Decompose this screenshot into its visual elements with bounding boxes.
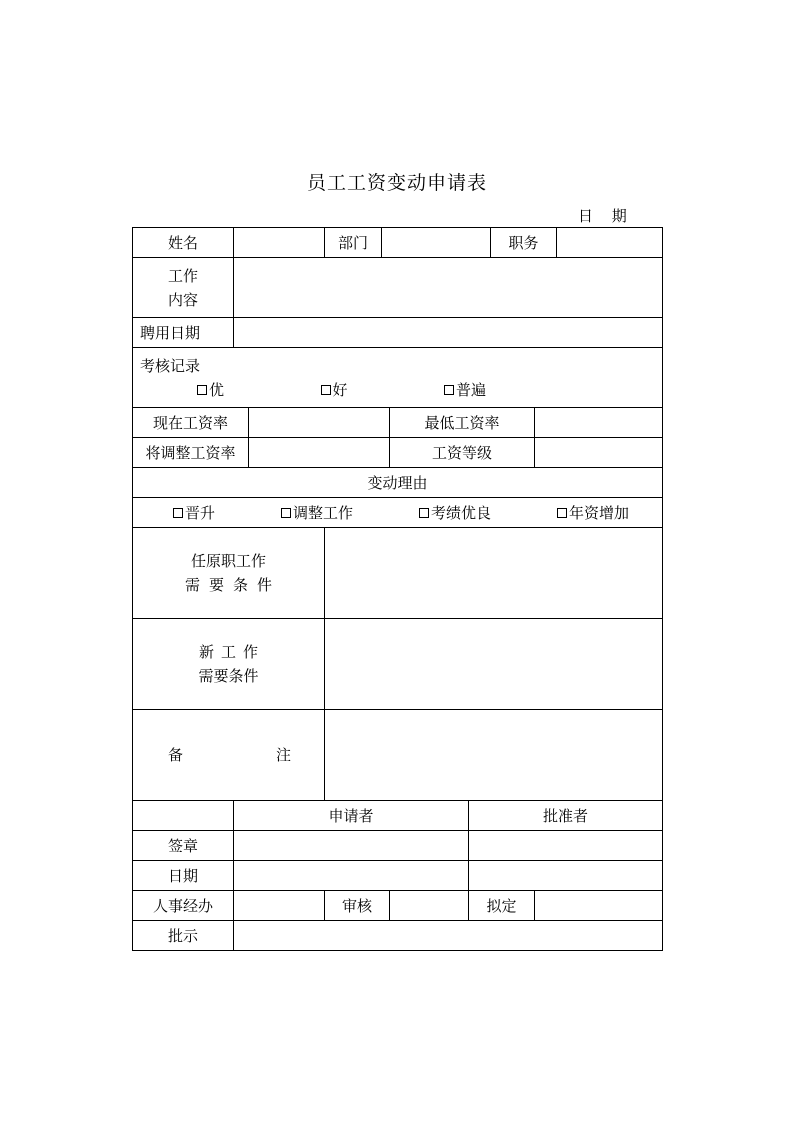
date-label: 日 期 bbox=[578, 207, 627, 225]
reason-option-seniority[interactable]: 年资增加 bbox=[557, 501, 629, 525]
work-content-field[interactable] bbox=[234, 258, 663, 318]
change-reason-options bbox=[133, 498, 663, 528]
audit-label: 审核 bbox=[325, 891, 390, 921]
original-job-requirements-label: 任原职工作 需要条件 bbox=[133, 528, 325, 619]
approver-label: 批准者 bbox=[469, 801, 663, 831]
checkbox-icon[interactable] bbox=[444, 385, 454, 395]
instruction-label: 批示 bbox=[133, 921, 234, 951]
approval-date-label: 日期 bbox=[133, 861, 234, 891]
current-rate-field[interactable] bbox=[249, 408, 390, 438]
checkbox-icon[interactable] bbox=[197, 385, 207, 395]
review-record-cell bbox=[133, 348, 663, 408]
signature-label: 签章 bbox=[133, 831, 234, 861]
review-option-excellent[interactable]: 优 bbox=[197, 378, 224, 402]
checkbox-icon[interactable] bbox=[321, 385, 331, 395]
hr-handler-label: 人事经办 bbox=[133, 891, 234, 921]
new-job-requirements-field[interactable] bbox=[325, 619, 663, 710]
checkbox-icon[interactable] bbox=[419, 508, 429, 518]
dept-label: 部门 bbox=[325, 228, 382, 258]
current-rate-label: 现在工资率 bbox=[133, 408, 249, 438]
applicant-signature-field[interactable] bbox=[234, 831, 469, 861]
form-title: 员工工资变动申请表 bbox=[306, 172, 487, 194]
approver-signature-field[interactable] bbox=[469, 831, 663, 861]
adjusted-rate-field[interactable] bbox=[249, 438, 390, 468]
salary-change-form bbox=[132, 227, 663, 951]
audit-field[interactable] bbox=[390, 891, 469, 921]
draft-label: 拟定 bbox=[469, 891, 535, 921]
min-rate-label: 最低工资率 bbox=[390, 408, 535, 438]
applicant-label: 申请者 bbox=[234, 801, 469, 831]
review-option-good[interactable]: 好 bbox=[321, 378, 348, 402]
min-rate-field[interactable] bbox=[535, 408, 663, 438]
applicant-date-field[interactable] bbox=[234, 861, 469, 891]
checkbox-icon[interactable] bbox=[173, 508, 183, 518]
approver-date-field[interactable] bbox=[469, 861, 663, 891]
work-content-label: 工作 内容 bbox=[133, 258, 234, 318]
salary-grade-label: 工资等级 bbox=[390, 438, 535, 468]
reason-option-performance[interactable]: 考绩优良 bbox=[419, 501, 491, 525]
approval-corner-cell bbox=[133, 801, 234, 831]
hire-date-field[interactable] bbox=[234, 318, 663, 348]
reason-option-reassignment[interactable]: 调整工作 bbox=[281, 501, 353, 525]
name-field[interactable] bbox=[234, 228, 325, 258]
original-job-requirements-field[interactable] bbox=[325, 528, 663, 619]
checkbox-icon[interactable] bbox=[557, 508, 567, 518]
checkbox-icon[interactable] bbox=[281, 508, 291, 518]
adjusted-rate-label: 将调整工资率 bbox=[133, 438, 249, 468]
hire-date-label: 聘用日期 bbox=[133, 318, 234, 348]
remark-label: 备 注 bbox=[133, 710, 325, 801]
review-record-label: 考核记录 bbox=[140, 356, 201, 375]
new-job-requirements-label: 新工作 需要条件 bbox=[133, 619, 325, 710]
dept-field[interactable] bbox=[382, 228, 491, 258]
change-reason-label: 变动理由 bbox=[133, 468, 663, 498]
draft-field[interactable] bbox=[535, 891, 663, 921]
salary-grade-field[interactable] bbox=[535, 438, 663, 468]
reason-option-promotion[interactable]: 晋升 bbox=[173, 501, 215, 525]
position-label: 职务 bbox=[491, 228, 557, 258]
review-option-average[interactable]: 普遍 bbox=[444, 378, 486, 402]
name-label: 姓名 bbox=[133, 228, 234, 258]
instruction-field[interactable] bbox=[234, 921, 663, 951]
remark-field[interactable] bbox=[325, 710, 663, 801]
hr-handler-field[interactable] bbox=[234, 891, 325, 921]
position-field[interactable] bbox=[557, 228, 663, 258]
